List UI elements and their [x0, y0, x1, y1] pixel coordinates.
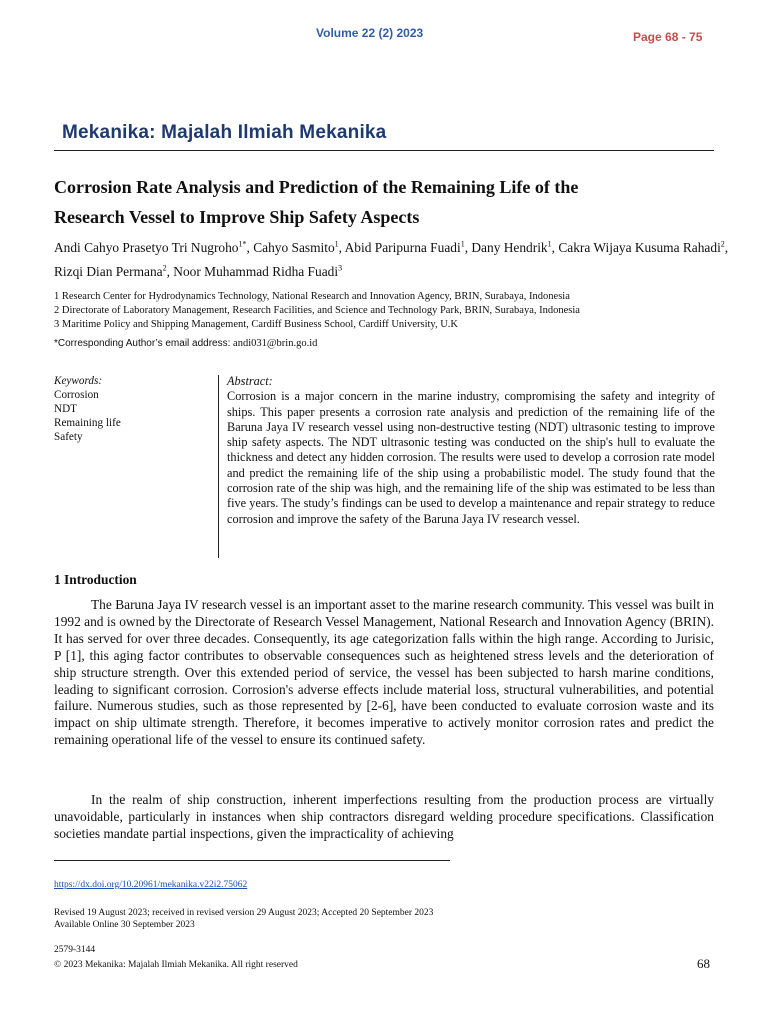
- page-number: 68: [697, 956, 710, 971]
- keyword-item: Corrosion: [54, 389, 99, 401]
- paper-title: [54, 172, 734, 232]
- author: Rizqi Dian Permana: [54, 264, 163, 279]
- keywords-block: [54, 374, 204, 444]
- affiliation-item: 1 Research Center for Hydrodynamics Technology, National Research and Innovation Agency, BRIN, Surabaya, Indonesia: [54, 291, 570, 302]
- author-affiliation-mark: 1: [547, 239, 552, 249]
- abstract-heading: Abstract:: [227, 374, 273, 388]
- keyword-item: Remaining life: [54, 417, 121, 429]
- corresponding-label: *Corresponding Author’s email address:: [54, 338, 231, 349]
- author: Cahyo Sasmito: [253, 240, 335, 255]
- paper-title-line-1: Corrosion Rate Analysis and Prediction of the Remaining Life of the: [54, 177, 579, 197]
- revision-dates: Revised 19 August 2023; received in revised version 29 August 2023; Accepted 20 September 2023: [54, 908, 434, 918]
- keyword-item: NDT: [54, 403, 77, 415]
- journal-title: Mekanika: Majalah Ilmiah Mekanika: [62, 122, 387, 143]
- doi-link[interactable]: https://dx.doi.org/10.20961/mekanika.v22i2.75062: [54, 880, 248, 890]
- author-list: Andi Cahyo Prasetyo Tri Nugroho$^{1*}$, Cahyo Sasmito$^1$, Abid Paripurna Fuadi$^1$, Dany Hendrik$^1$, Cakra Wijaya Kusuma Rahadi$^2$, Rizqi Dian Permana$^2$, Noor Muhammad Ridha Fuadi$^3$: [54, 239, 729, 279]
- author: Abid Paripurna Fuadi: [344, 240, 461, 255]
- keywords-heading: Keywords:: [54, 375, 103, 387]
- author: Cakra Wijaya Kusuma Rahadi: [558, 240, 721, 255]
- corresponding-author: [54, 338, 317, 349]
- author-affiliation-mark: 2: [720, 239, 725, 249]
- author-affiliation-mark: 1*: [238, 239, 247, 249]
- author-affiliation-mark: 3: [338, 263, 343, 273]
- body-paragraph: The Baruna Jaya IV research vessel is an important asset to the marine research community. This vessel was built in 1992 and is owned by the Directorate of Research Vessel Management, National Research and Innovation Agency (BRIN). It has served for over three decades. Consequently, its age categorization falls within the high range. According to Jurisic, P [1], this aging factor contributes to observable consequences such as heightened stress levels and the deterioration of ship structure strength. Over this extended period of service, the vessel has been subjected to harsh marine conditions, leading to significant corrosion. Corrosion's adverse effects include material loss, structural vulnerabilities, and potential failure. Numerous studies, such as those represented by [2-6], have been conducted to evaluate corrosion waste and its impact on ship ultimate strength. Therefore, it becomes imperative to actively monitor corrosion rates and predict the remaining operational life of the vessel to ensure its continued safety.: [54, 597, 714, 748]
- abstract-block: [227, 374, 715, 527]
- author-affiliation-mark: 1: [334, 239, 339, 249]
- affiliations: [54, 290, 744, 332]
- copyright-notice: © 2023 Mekanika: Majalah Ilmiah Mekanika. All right reserved: [54, 960, 298, 970]
- volume-label: Volume 22 (2) 2023: [316, 26, 424, 40]
- corresponding-email: andi031@brin.go.id: [233, 338, 318, 349]
- footnote-divider: [54, 860, 450, 861]
- issn: 2579-3144: [54, 945, 96, 955]
- author: Andi Cahyo Prasetyo Tri Nugroho: [54, 240, 239, 255]
- affiliation-item: 2 Directorate of Laboratory Management, Research Facilities, and Science and Technology Park, BRIN, Surabaya, Indonesia: [54, 305, 580, 316]
- online-date: Available Online 30 September 2023: [54, 920, 195, 930]
- author: Noor Muhammad Ridha Fuadi: [173, 264, 339, 279]
- author: Dany Hendrik: [471, 240, 548, 255]
- page-range: Page 68 - 75: [633, 30, 703, 44]
- header-divider: [54, 150, 714, 151]
- keyword-item: Safety: [54, 431, 83, 443]
- paper-title-line-2: Research Vessel to Improve Ship Safety Aspects: [54, 207, 420, 227]
- author-affiliation-mark: 1: [460, 239, 465, 249]
- affiliation-item: 3 Maritime Policy and Shipping Management, Cardiff Business School, Cardiff University, U.K: [54, 319, 459, 330]
- section-heading-introduction: 1 Introduction: [54, 572, 137, 587]
- abstract-divider: [218, 375, 219, 558]
- abstract-text: Corrosion is a major concern in the marine industry, compromising the safety and integrity of ships. This paper presents a corrosion rate analysis and prediction of the remaining life of the Baruna Jaya IV research vessel using non-destructive testing (NDT) ultrasonic testing to improve ship safety aspects. The NDT ultrasonic testing was conducted on the ship's hull to evaluate the thickness and detect any hidden corrosion. The results were used to develop a corrosion rate model and predict the remaining life of the ship using a probabilistic model. The study found that the corrosion rate of the ship was high, and the remaining life of the ship was estimated to be less than five years. The study’s findings can be used to develop a maintenance and repair strategy to reduce corrosion and improve the safety of the Baruna Jaya IV research vessel.: [227, 389, 715, 526]
- article-history: [54, 907, 654, 931]
- body-paragraph: In the realm of ship construction, inherent imperfections resulting from the production process are virtually unavoidable, particularly in instances when ship contractors disregard welding procedure specifications. Classification societies mandate partial inspections, given the impracticality of achieving: [54, 792, 714, 841]
- author-affiliation-mark: 2: [162, 263, 167, 273]
